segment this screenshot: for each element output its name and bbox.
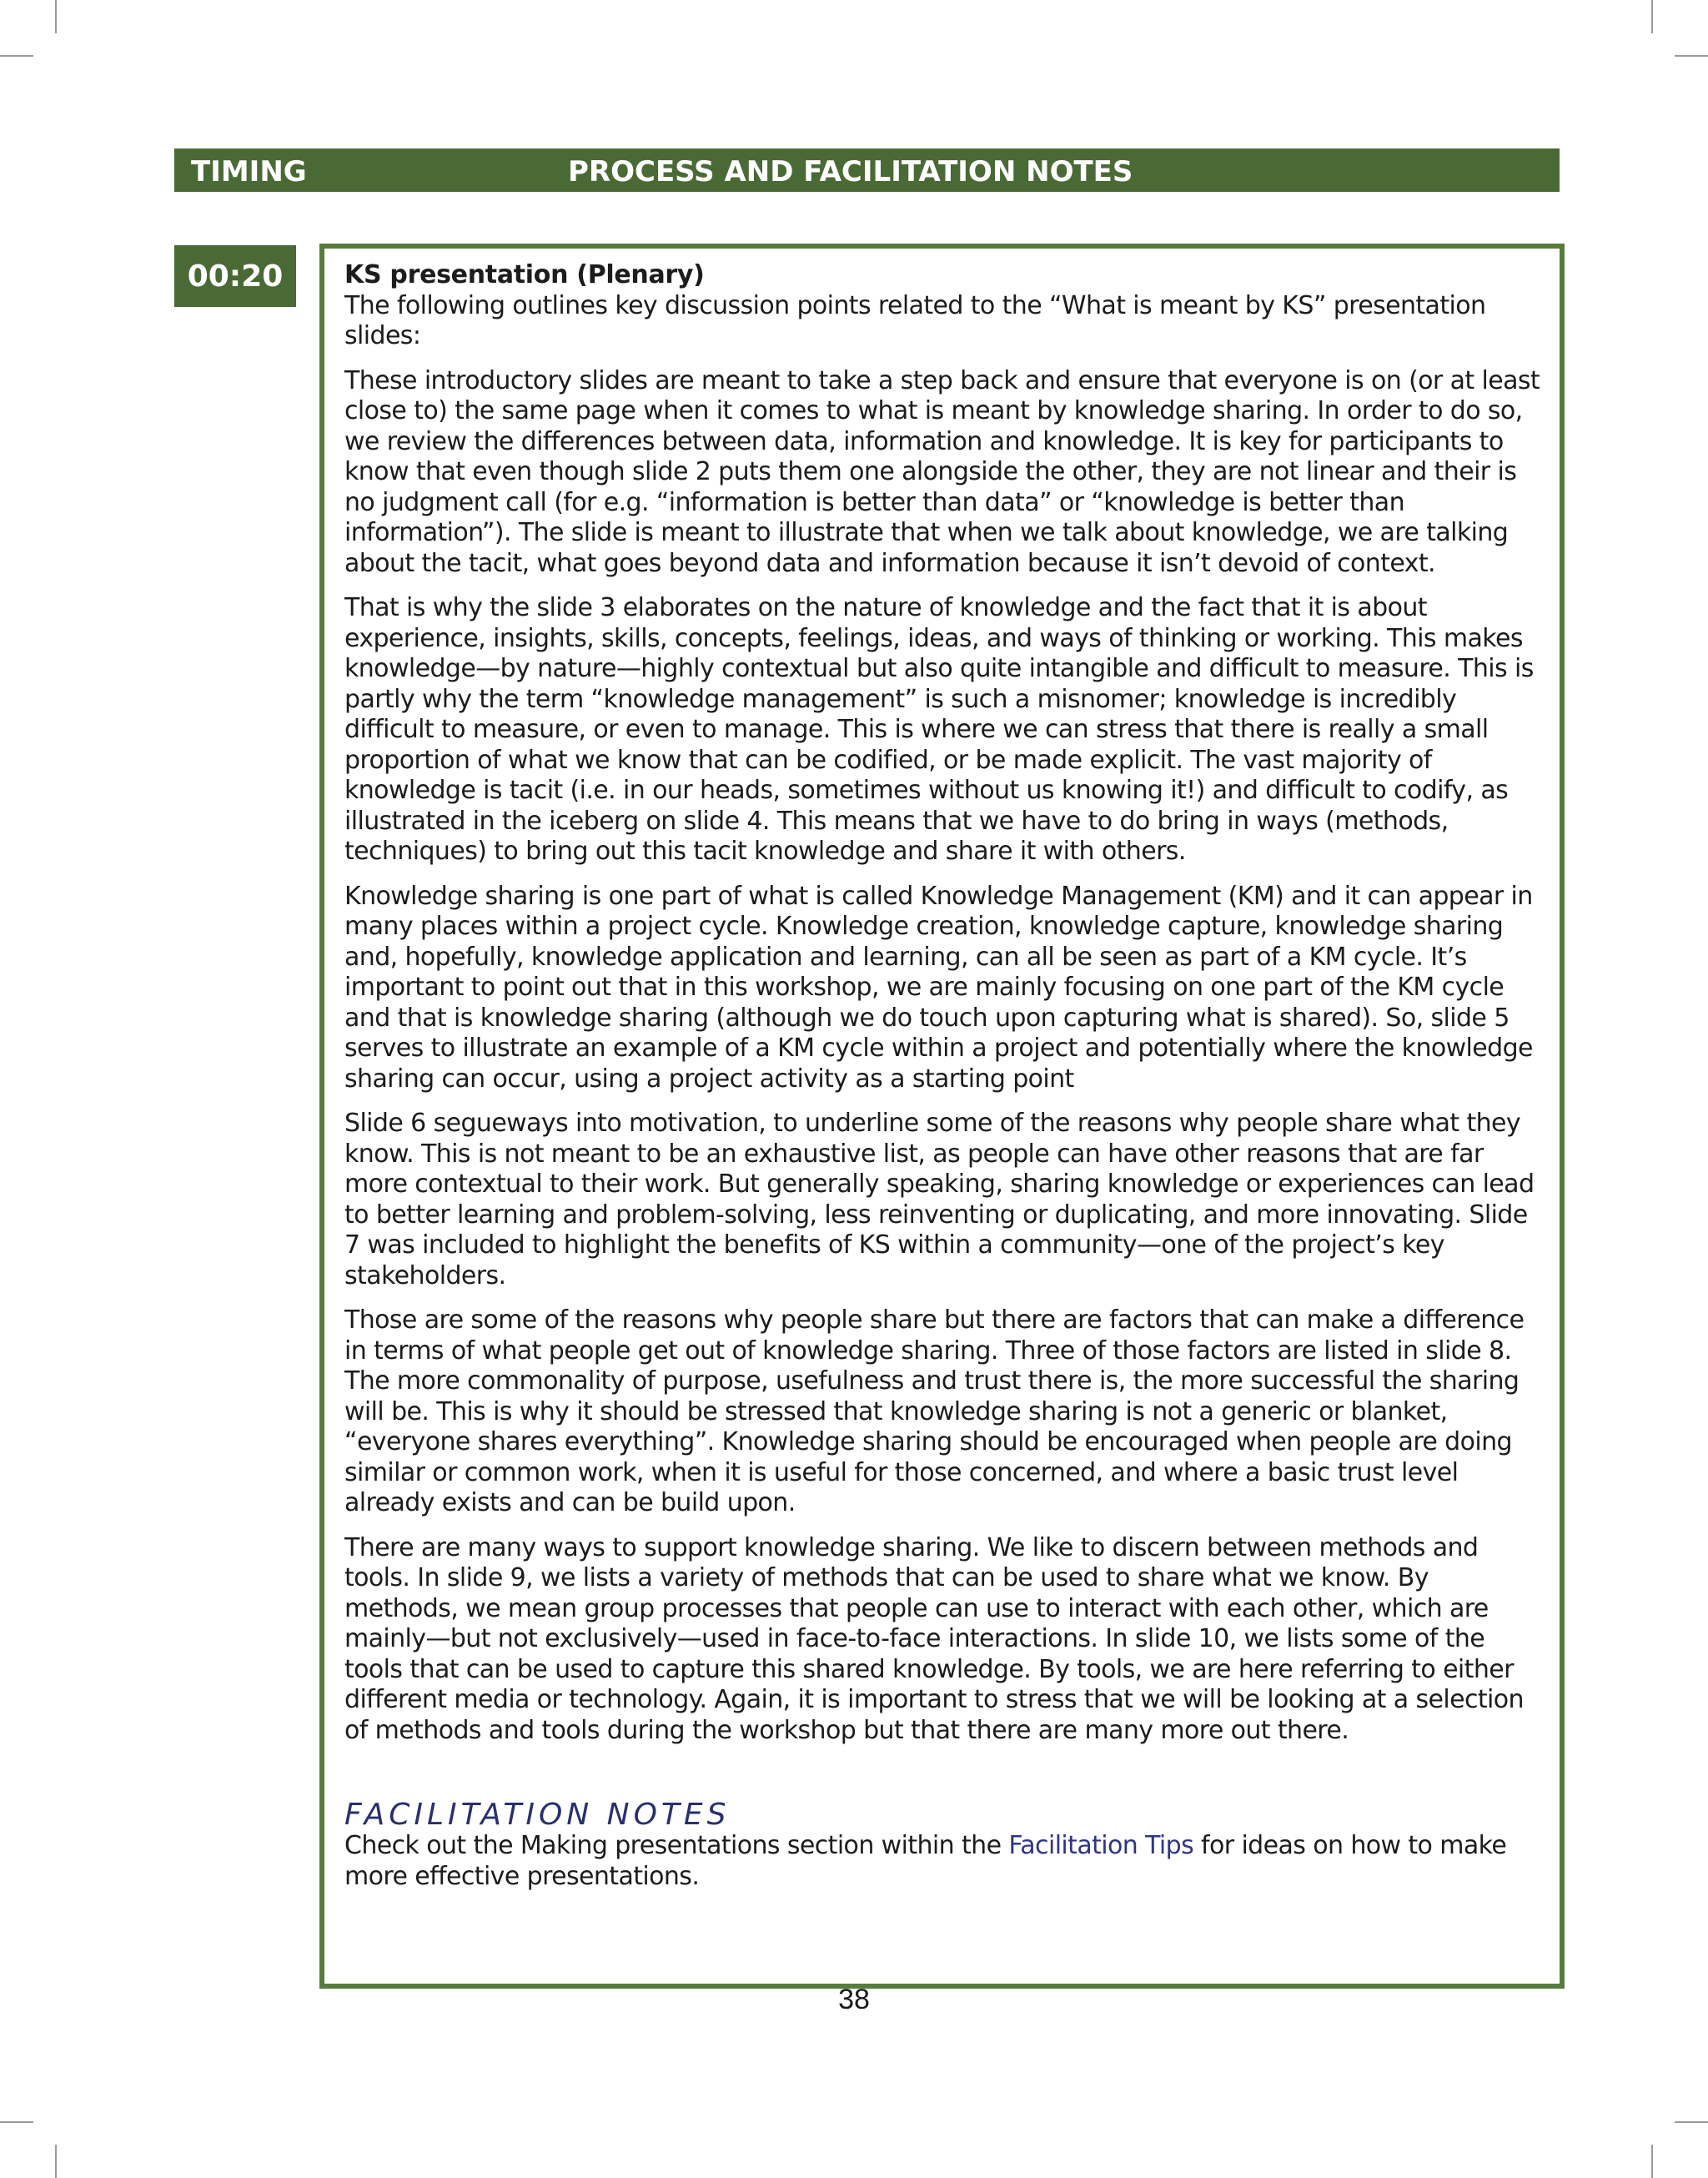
facilitation-notes-text: [344, 1831, 1545, 1892]
crop-mark-top-left-horizontal: [0, 55, 33, 57]
crop-mark-top-left-vertical: [55, 0, 57, 33]
notes-content: [344, 260, 1545, 1892]
page-number: 38: [838, 1984, 870, 2015]
crop-mark-bottom-left-vertical: [55, 2145, 57, 2178]
timing-badge: [174, 245, 296, 307]
timing-column-header: TIMING: [191, 155, 307, 189]
crop-mark-top-right-horizontal: [1675, 55, 1708, 57]
timing-value: 00:20: [187, 259, 284, 294]
paragraph-methods-and-tools: There are many ways to support knowledge sharing. We like to discern between methods and tools. In slide 9, we lists a variety of methods that can be used to share what we know. By methods, we mean group processes that people can use to interact with each other, which are mainly—but not exclusively—used in face-to-face interactions. In slide 10, we lists some of the tools that can be used to capture this shared knowledge. By tools, we are here referring to either different media or technology. Again, it is important to stress that we will be looking at a selection of methods and tools during the workshop but that there are many more out there.: [344, 1532, 1524, 1745]
crop-mark-bottom-left-horizontal: [0, 2121, 33, 2123]
paragraph-nature-of-knowledge: That is why the slide 3 elaborates on the nature of knowledge and the fact that it is about experience, insights, skills, concepts, feelings, ideas, and ways of thinking or working. This makes knowledge—by nature—highly contextual but also quite intangible and difficult to measure. This is partly why the term “knowledge management” is such a misnomer; knowledge is incredibly difficult to measure, or even to manage. This is where we can stress that there is really a small proportion of what we know that can be codified, or be made explicit. The vast majority of knowledge is tacit (i.e. in our heads, sometimes without us knowing it!) and difficult to codify, as illustrated in the iceberg on slide 4. This means that we have to do bring in ways (methods, techniques) to bring out this tacit knowledge and share it with others.: [344, 593, 1534, 866]
notes-panel: [319, 244, 1565, 1989]
facilitation-notes-heading: FACILITATION NOTES: [344, 1798, 731, 1832]
paragraph-km-cycle: Knowledge sharing is one part of what is called Knowledge Management (KM) and it can appear in many places within a project cycle. Knowledge creation, knowledge capture, knowledge sharing and, hopefully, knowledge application and learning, can all be seen as part of a KM cycle. It’s important to point out that in this workshop, we are mainly focusing on one part of the KM cycle and that is knowledge sharing (although we do touch upon capturing what is shared). So, slide 5 serves to illustrate an example of a KM cycle within a project and potentially where the knowledge sharing can occur, using a project activity as a starting point: [344, 881, 1533, 1094]
facilitation-tips-link[interactable]: Facilitation Tips: [1008, 1831, 1194, 1860]
crop-mark-bottom-right-vertical: [1651, 2145, 1653, 2178]
crop-mark-top-right-vertical: [1651, 0, 1653, 33]
paragraph-success-factors: Those are some of the reasons why people share but there are factors that can make a difference in terms of what people get out of knowledge sharing. Three of those factors are listed in slide 8. The more commonality of purpose, usefulness and trust there is, the more successful the sharing will be. This is why it should be stressed that knowledge sharing is not a generic or blanket, “everyone shares everything”. Knowledge sharing should be encouraged when people are doing similar or common work, when it is useful for those concerned, and where a basic trust level already exists and can be build upon.: [344, 1305, 1525, 1517]
section-title: KS presentation (Plenary): [344, 260, 705, 289]
crop-mark-bottom-right-horizontal: [1675, 2121, 1708, 2123]
column-header-bar: [174, 148, 1560, 192]
paragraph-data-information-knowledge: These introductory slides are meant to take a step back and ensure that everyone is on (or at least close to) the same page when it comes to what is meant by knowledge sharing. In order to do so, we review the differences between data, information and knowledge. It is key for participants to know that even though slide 2 puts them one alongside the other, they are not linear and their is no judgment call (for e.g. “information is better than data” or “knowledge is better than information”). The slide is meant to illustrate that when we talk about knowledge, we are talking about the tacit, what goes beyond data and information because it isn’t devoid of context.: [344, 365, 1540, 578]
facilitation-text-after: for ideas on how to make more effective presentations.: [344, 1831, 1507, 1891]
section-intro: The following outlines key discussion points related to the “What is meant by KS” presentation slides:: [344, 290, 1486, 350]
notes-column-header: PROCESS AND FACILITATION NOTES: [568, 155, 1133, 189]
paragraph-motivation: Slide 6 segueways into motivation, to underline some of the reasons why people share what they know. This is not meant to be an exhaustive list, as people can have other reasons that are far more contextual to their work. But generally speaking, sharing knowledge or experiences can lead to better learning and problem-solving, less reinventing or duplicating, and more innovating. Slide 7 was included to highlight the benefits of KS within a community—one of the project’s key stakeholders.: [344, 1109, 1535, 1290]
facilitation-text-before: Check out the Making presentations section within the: [344, 1831, 1009, 1860]
